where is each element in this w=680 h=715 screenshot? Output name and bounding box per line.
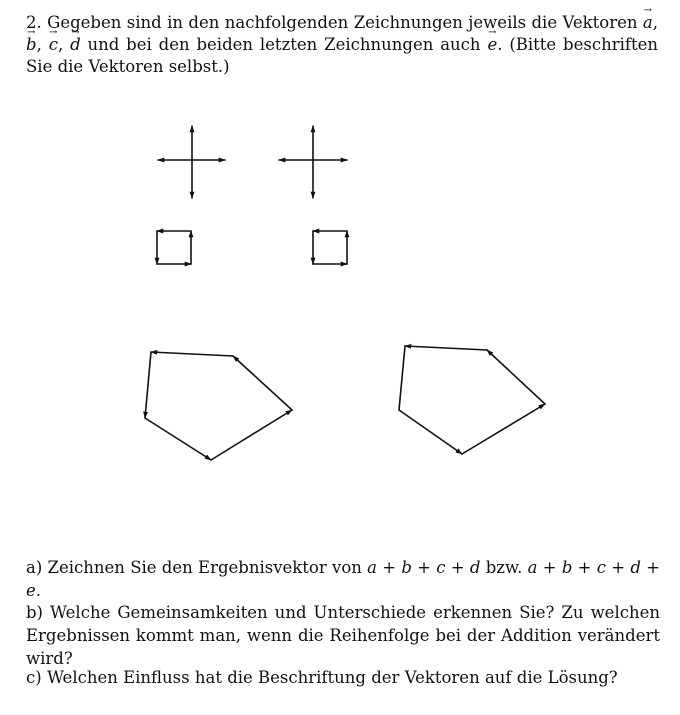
question-a-sum2: a + b + c + d + e [26, 558, 660, 600]
square-diagram-right [313, 231, 347, 264]
vector-d: → d [70, 34, 81, 56]
intro-text-1: Gegeben sind in den nachfolgenden Zeichnungen jeweils die Vektoren [47, 13, 638, 32]
intro-text-2: und bei den beiden letzten Zeichnungen auch [87, 35, 481, 54]
question-a [26, 556, 660, 602]
question-c-label: c) [26, 668, 42, 687]
question-a-connector: bzw. [485, 558, 523, 577]
vector-b: → b [26, 34, 37, 56]
vector-5 [145, 352, 151, 418]
vector-2 [211, 410, 292, 460]
question-c [26, 666, 660, 689]
cross-diagram-left [158, 126, 225, 198]
vector-3 [487, 350, 545, 404]
vector-2 [462, 404, 545, 454]
pentagon-diagram-right [399, 346, 545, 454]
question-b-label: b) [26, 603, 43, 622]
exercise-intro: 2. Gegeben sind in den nachfolgenden Zeichnungen jeweils die Vektoren → a, → b, → c, → d und bei den beiden letzten Zeichnungen auch → e. (Bitte beschriften Sie die Vektoren selbst.) [26, 12, 658, 78]
square-diagram-left [157, 231, 191, 264]
vector-c: → c [49, 34, 58, 56]
question-a-sum1: a + b + c + d [367, 558, 481, 577]
exercise-number: 2. [26, 13, 42, 32]
vector-4 [405, 346, 487, 350]
question-a-label: a) [26, 558, 43, 577]
vector-3 [233, 356, 292, 410]
vector-5 [399, 346, 405, 410]
question-b [26, 601, 660, 670]
question-b-text: Welche Gemeinsamkeiten und Unterschiede erkennen Sie? Zu welchen Ergebnissen kommt man, wenn die Reihenfolge bei der Addition verändert wird? [26, 603, 660, 668]
intro-text-3: (Bitte beschriften Sie die Vektoren selbst.) [26, 35, 659, 76]
question-a-text: Zeichnen Sie den Ergebnisvektor von [47, 558, 362, 577]
cross-diagram-right [279, 126, 347, 198]
vector-e: → e [487, 34, 497, 56]
vector-1 [399, 410, 462, 454]
pentagon-diagram-left [145, 352, 292, 460]
question-c-text: Welchen Einfluss hat die Beschriftung der Vektoren auf die Lösung? [46, 668, 618, 687]
question-a-end: . [35, 581, 42, 600]
vector-4 [151, 352, 233, 356]
vector-a: → a [643, 12, 653, 34]
vector-1 [145, 418, 211, 460]
